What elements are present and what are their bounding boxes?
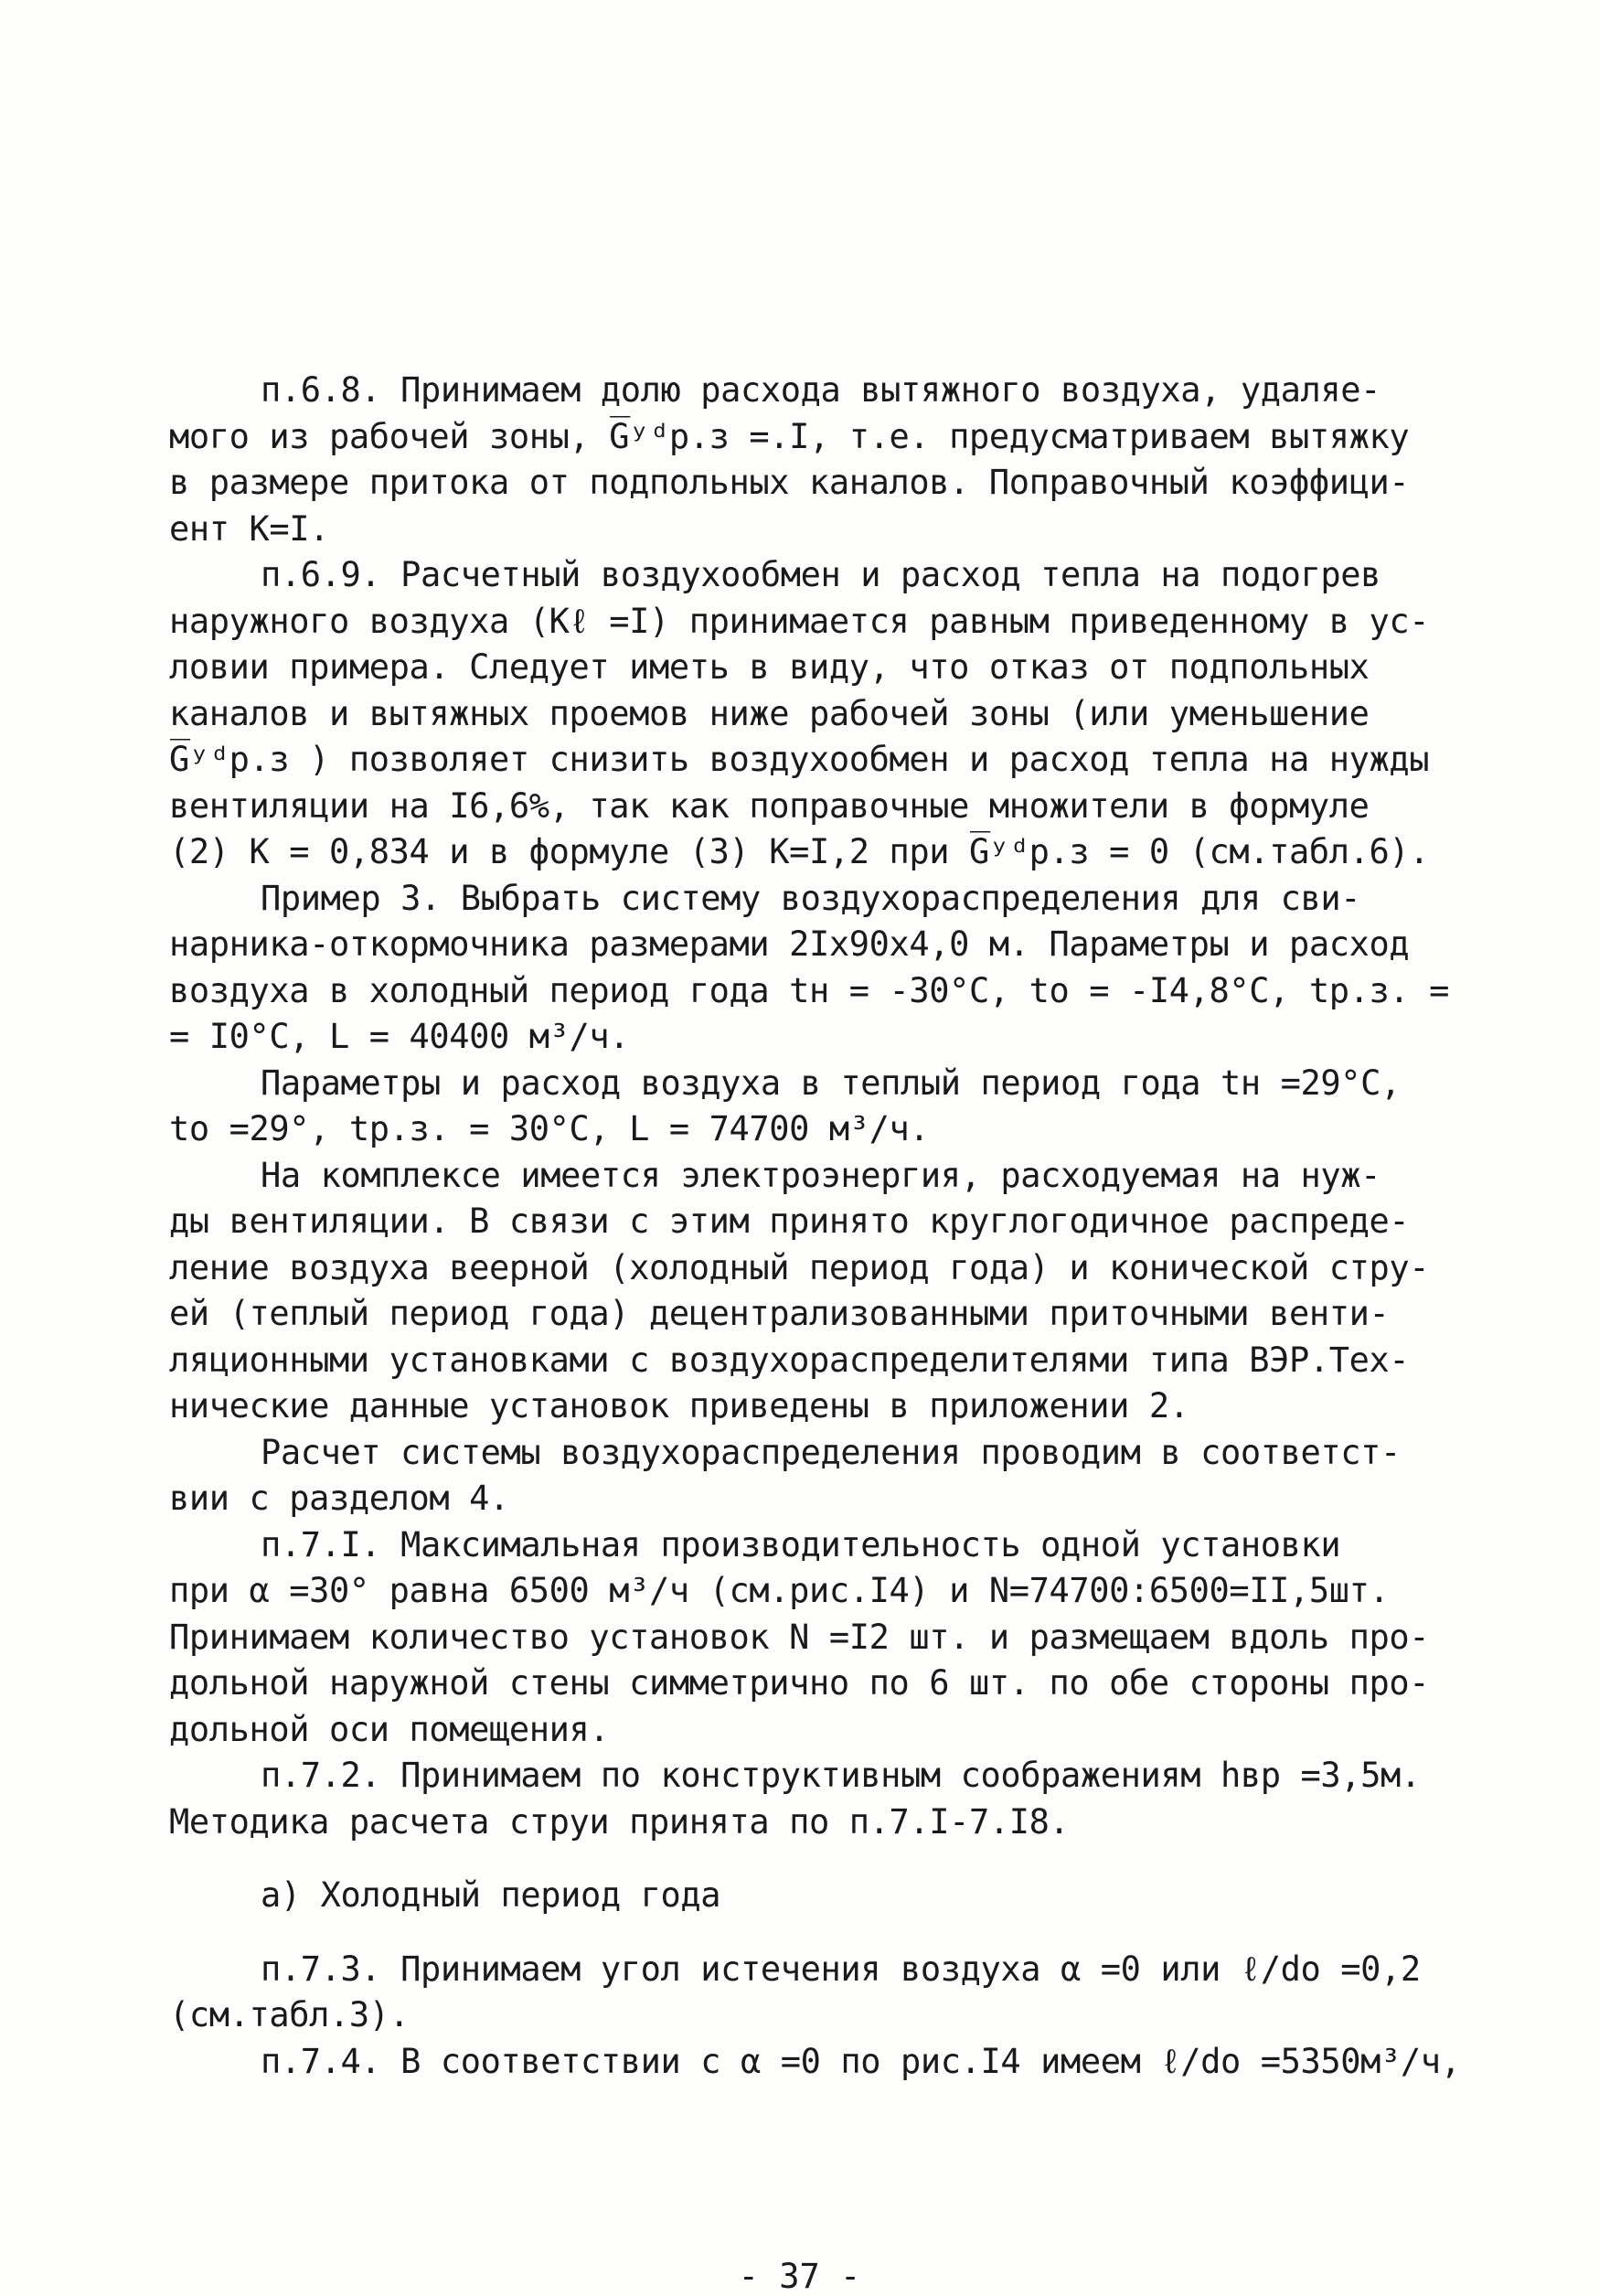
text-line: п.6.8. Принимаем долю расхода вытяжного воздуха, удаляе-: [261, 370, 1381, 410]
text-line: п.7.I. Максимальная производительность одной установки: [261, 1524, 1341, 1564]
text-line: дольной оси помещения.: [169, 1709, 610, 1749]
text-line: п.7.4. В соответствии с α =0 по рис.I4 имеем ℓ/dо =5350м³/ч,: [261, 2041, 1461, 2081]
text-line: ей (теплый период года) децентрализованными приточными венти-: [169, 1294, 1390, 1333]
document-body: [169, 368, 1461, 2085]
text-line: а) Холодный период года: [261, 1875, 721, 1915]
paragraph-gap: [169, 1845, 1376, 1873]
text-line: в размере притока от подпольных каналов. Поправочный коэффици-: [169, 463, 1410, 502]
text-line: воздуха в холодный период года tн = -30°C, tо = -I4,8°C, tр.з. =: [169, 970, 1450, 1010]
text-line: наружного воздуха (Kℓ =I) принимается равным приведенному в ус-: [169, 601, 1430, 641]
text-line: ление воздуха веерной (холодный период года) и конической стру-: [169, 1247, 1430, 1287]
text-line: ловии примера. Следует иметь в виду, что отказ от подпольных: [169, 647, 1370, 687]
text-line: при α =30° равна 6500 м³/ч (см.рис.I4) и N=74700:6500=II,5шт.: [169, 1571, 1390, 1610]
text-line: = I0°C, L = 40400 м³/ч.: [169, 1017, 630, 1056]
text-line: (см.табл.3).: [169, 1995, 410, 2034]
text-line: (2) K = 0,834 и в формуле (3) K=I,2 при G̅ʸᵈр.з = 0 (см.табл.6).: [169, 832, 1430, 871]
text-line: Методика расчета струи принята по п.7.I-7.I8.: [169, 1801, 1070, 1842]
text-line: п.7.3. Принимаем угол истечения воздуха α =0 или ℓ/dо =0,2: [261, 1949, 1421, 1989]
text-line: п.7.2. Принимаем по конструктивным соображениям hвр =3,5м.: [261, 1756, 1421, 1795]
text-line: Расчет системы воздухораспределения проводим в соответст-: [261, 1432, 1401, 1472]
paragraph-gap: [169, 1919, 1376, 1947]
text-line: На комплексе имеется электроэнергия, расходуемая на нуж-: [261, 1155, 1381, 1195]
text-line: мого из рабочей зоны, G̅ʸᵈр.з =.I, т.е. предусматриваем вытяжку: [169, 416, 1410, 456]
text-line: ляционными установками с воздухораспределителями типа ВЭР.Тех-: [169, 1340, 1410, 1380]
text-line: G̅ʸᵈр.з ) позволяет снизить воздухообмен и расход тепла на нужды: [169, 740, 1430, 779]
page-number: - 37 -: [738, 2257, 861, 2296]
text-line: ды вентиляции. В связи с этим принято круглогодичное распреде-: [169, 1201, 1410, 1241]
text-line: нарника-откормочника размерами 2Ix90x4,0 м. Параметры и расход: [169, 924, 1410, 964]
text-line: Принимаем количество установок N =I2 шт. и размещаем вдоль про-: [169, 1617, 1430, 1657]
text-line: ент K=I.: [169, 508, 330, 549]
text-line: нические данные установок приведены в приложении 2.: [169, 1386, 1189, 1426]
text-line: вии с разделом 4.: [169, 1479, 509, 1518]
text-line: вентиляции на I6,6%, так как поправочные множители в формуле: [169, 785, 1370, 826]
text-line: дольной наружной стены симметрично по 6 шт. по обе стороны про-: [169, 1663, 1430, 1703]
text-line: Пример 3. Выбрать систему воздухораспределения для сви-: [261, 878, 1361, 918]
text-line: tо =29°, tр.з. = 30°C, L = 74700 м³/ч.: [169, 1109, 930, 1148]
text-line: каналов и вытяжных проемов ниже рабочей зоны (или уменьшение: [169, 693, 1370, 733]
text-line: Параметры и расход воздуха в теплый период года tн =29°C,: [261, 1063, 1401, 1103]
text-line: п.6.9. Расчетный воздухообмен и расход тепла на подогрев: [261, 555, 1381, 594]
